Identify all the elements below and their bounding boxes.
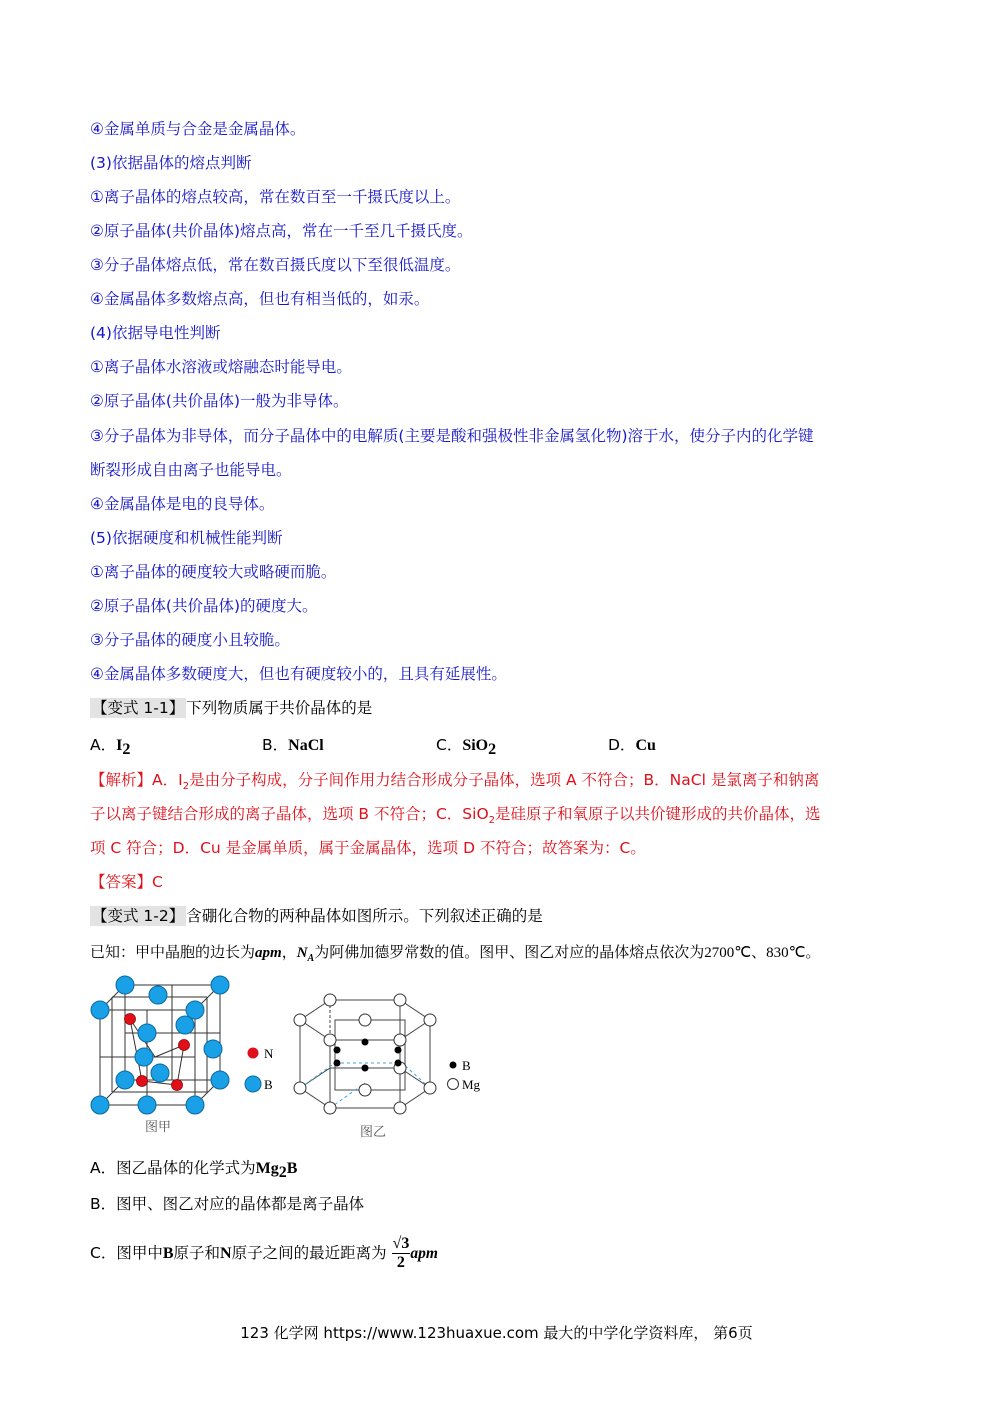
question-text: 下列物质属于共价晶体的是 <box>186 699 373 717</box>
analysis-text: 子以离子键结合形成的离子晶体，选项 B 不符合；C．SiO <box>90 805 489 823</box>
option-c <box>436 734 496 761</box>
figure-jia-caption: 图甲 <box>145 1119 172 1134</box>
text-line: 断裂形成自由离子也能导电。 <box>90 461 292 479</box>
known-conditions <box>90 941 820 970</box>
option-d <box>608 734 656 757</box>
text-line: ①离子晶体的熔点较高，常在数百至一千摄氏度以上。 <box>90 188 461 206</box>
figure-yi-caption: 图乙 <box>360 1124 387 1139</box>
figure-jia-unit-cell <box>80 975 290 1135</box>
option-text: C．图甲中 <box>90 1244 163 1262</box>
text-line: ④金属晶体是电的良导体。 <box>90 495 275 513</box>
legend-b-label: B <box>462 1058 471 1073</box>
analysis-text: A．I <box>152 771 183 789</box>
subscript: 2 <box>278 1164 287 1182</box>
analysis-line: 项 C 符合；D．Cu 是金属单质，属于金属晶体，选项 D 不符合；故答案为：C。 <box>90 839 646 857</box>
option-c <box>90 1228 438 1279</box>
known-text: 为阿佛加德罗常数的值。图甲、图乙对应的晶体熔点依次为 <box>314 943 705 961</box>
legend-n-label: N <box>264 1046 274 1061</box>
question-1-1-stem <box>90 697 372 719</box>
option-b <box>262 734 324 757</box>
legend-b-marker <box>245 1076 261 1092</box>
answer-line <box>90 871 163 893</box>
option-a <box>90 1157 297 1184</box>
analysis-tag: 【解析】 <box>90 771 153 789</box>
question-text: 含硼化合物的两种晶体如图所示。下列叙述正确的是 <box>186 907 543 925</box>
text-line: ②原子晶体(共价晶体)的硬度大。 <box>90 597 318 615</box>
legend-mg-marker <box>448 1079 459 1090</box>
analysis-line <box>90 769 819 798</box>
option-formula: NaCl <box>288 737 324 754</box>
known-text: 已知：甲中晶胞的边长为 <box>90 943 256 961</box>
text-line: ③分子晶体熔点低，常在数百摄氏度以下至很低温度。 <box>90 256 461 274</box>
melting-points: 2700℃、830℃。 <box>704 945 821 961</box>
analysis-line <box>90 803 821 832</box>
question-tag: 【变式 1-1】 <box>92 699 185 717</box>
unit-pm: pm <box>262 945 282 961</box>
symbol-n: N <box>220 1245 232 1262</box>
text-line: ①离子晶体水溶液或熔融态时能导电。 <box>90 358 352 376</box>
subscript: A <box>307 953 315 964</box>
option-formula: SiO <box>462 737 489 754</box>
figure-yi-hexagonal-cell <box>290 988 500 1143</box>
symbol-na: N <box>296 945 308 961</box>
option-subscript: 2 <box>488 741 497 759</box>
page-footer: 123 化学网 https://www.123huaxue.com 最大的中学化学资料库， 第6页 <box>240 1324 753 1342</box>
option-letter: A． <box>90 736 117 754</box>
symbol-a: a <box>410 1245 419 1262</box>
question-tag: 【变式 1-2】 <box>92 907 185 925</box>
legend-n-marker <box>248 1048 259 1059</box>
text-line: ④金属单质与合金是金属晶体。 <box>90 120 306 138</box>
option-text: 原子和 <box>173 1244 221 1262</box>
text-line: ②原子晶体(共价晶体)一般为非导体。 <box>90 392 349 410</box>
legend-b-marker <box>450 1062 457 1069</box>
fraction-denominator: 2 <box>396 1254 405 1271</box>
question-1-2-stem <box>90 905 543 927</box>
option-subscript: 2 <box>122 741 131 759</box>
symbol-a: a <box>255 945 263 961</box>
text-line: ③分子晶体的硬度小且较脆。 <box>90 631 290 649</box>
text-line: ①离子晶体的硬度较大或略硬而脆。 <box>90 563 337 581</box>
section-heading: (4)依据导电性判断 <box>90 324 221 342</box>
option-text: 原子之间的最近距离为 <box>231 1244 387 1262</box>
option-a <box>90 734 130 761</box>
option-formula: I <box>116 737 123 754</box>
section-heading: (5)依据硬度和机械性能判断 <box>90 529 283 547</box>
formula: Mg <box>255 1160 279 1177</box>
analysis-text: 是硅原子和氧原子以共价键形成的共价晶体，选 <box>495 805 821 823</box>
comma: ， <box>281 943 297 961</box>
option-letter: C． <box>436 736 463 754</box>
option-letter: B． <box>262 736 289 754</box>
text-line: ④金属晶体多数熔点高，但也有相当低的，如汞。 <box>90 290 430 308</box>
symbol-b: B <box>162 1245 174 1262</box>
section-heading: (3)依据晶体的熔点判断 <box>90 154 252 172</box>
option-text: A．图乙晶体的化学式为 <box>90 1159 256 1177</box>
unit-pm: pm <box>418 1245 438 1262</box>
option-formula: Cu <box>635 737 656 754</box>
legend-b-label: B <box>264 1077 273 1092</box>
fraction <box>392 1235 411 1272</box>
text-line: ④金属晶体多数硬度大，但也有硬度较小的，且具有延展性。 <box>90 665 507 683</box>
subscript: 2 <box>182 781 190 793</box>
analysis-text: 是由分子构成，分子间作用力结合形成分子晶体，选项 A 不符合；B．NaCl 是氯离子和钠离 <box>189 771 820 789</box>
text-line: ③分子晶体为非导体，而分子晶体中的电解质(主要是酸和强极性非金属氢化物)溶于水，使分子内的化学键 <box>90 427 814 445</box>
legend-mg-label: Mg <box>462 1077 481 1092</box>
subscript: 2 <box>488 815 496 827</box>
option-letter: D． <box>608 736 636 754</box>
answer-value: C <box>152 873 163 891</box>
text-line: ②原子晶体(共价晶体)熔点高，常在一千至几千摄氏度。 <box>90 222 473 240</box>
formula: B <box>286 1160 298 1177</box>
option-b: B．图甲、图乙对应的晶体都是离子晶体 <box>90 1195 365 1213</box>
answer-tag: 【答案】 <box>90 873 153 891</box>
fraction-numerator: √3 <box>392 1235 410 1252</box>
